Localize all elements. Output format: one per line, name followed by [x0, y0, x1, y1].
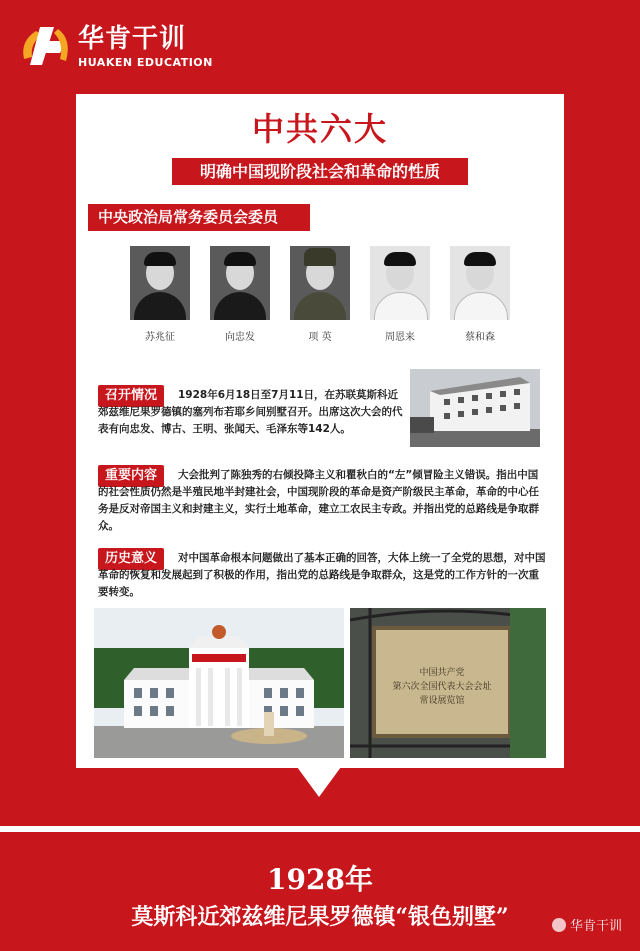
brand-name-cn: 华肯干训 — [78, 23, 187, 54]
members-heading: 中央政治局常务委员会委员 — [88, 204, 310, 231]
wechat-icon — [552, 918, 566, 932]
member-name: 向忠发 — [225, 332, 255, 343]
divider-line — [0, 826, 640, 832]
portrait-photo — [130, 246, 190, 320]
member-card — [130, 246, 190, 343]
member-name: 苏兆征 — [145, 332, 175, 343]
section-text-meeting: 1928年6月18日至7月11日，在苏联莫斯科近郊兹维尼果罗德镇的塞列布若耶乡间别墅召开。出席这次大会的代表有向忠发、博古、王明、张闻天、毛泽东等142人。 — [98, 389, 403, 435]
member-card — [290, 246, 350, 343]
villa-photo — [94, 608, 344, 758]
section-tag-meeting: 召开情况 — [98, 385, 164, 407]
brand-logo-group — [18, 16, 213, 76]
card-pointer — [297, 767, 341, 797]
building-photo — [410, 369, 540, 447]
member-name: 项 英 — [308, 332, 332, 343]
footer-year: 1928年 — [267, 863, 373, 896]
subtitle-banner: 明确中国现阶段社会和革命的性质 — [172, 158, 468, 185]
plaque-line-3: 常设展览馆 — [419, 696, 465, 706]
portrait-photo — [450, 246, 510, 320]
portrait-photo — [370, 246, 430, 320]
watermark-text: 华肯干训 — [569, 919, 622, 934]
member-name: 周恩来 — [385, 332, 415, 343]
brand-name-en: HUAKEN EDUCATION — [78, 55, 213, 69]
member-card — [210, 246, 270, 343]
portrait-photo — [210, 246, 270, 320]
section-text-content: 大会批判了陈独秀的右倾投降主义和瞿秋白的“左”倾冒险主义错误。指出中国的社会性质仍然是半殖民地半封建社会，中国现阶段的革命是资产阶级民主革命，革命的中心任务是反对帝国主义和封建主义，实行土地革命，建立工农民主专政。并指出党的总路线是争取群众。 — [98, 469, 539, 532]
plaque-text — [376, 666, 508, 708]
huaken-logo-icon — [18, 21, 72, 71]
page-title: 中共六大 — [251, 110, 388, 148]
watermark — [552, 915, 622, 934]
plaque-line-2: 第六次全国代表大会会址 — [392, 682, 492, 692]
section-text-significance: 对中国革命根本问题做出了基本正确的回答，大体上统一了全党的思想，对中国革命的恢复和发展起到了积极的作用，指出党的总路线是争取群众，这是党的工作方针的一次重要转变。 — [98, 552, 546, 598]
member-card — [450, 246, 510, 343]
footer-place: 莫斯科近郊兹维尼果罗德镇“银色别墅” — [131, 904, 509, 930]
plaque-photo — [350, 608, 546, 758]
portrait-photo — [290, 246, 350, 320]
section-tag-content: 重要内容 — [98, 465, 164, 487]
section-tag-significance: 历史意义 — [98, 548, 164, 570]
member-card — [370, 246, 430, 343]
content-card — [76, 94, 564, 768]
plaque-line-1: 中国共产党 — [419, 668, 465, 678]
member-name: 蔡和森 — [465, 332, 495, 343]
